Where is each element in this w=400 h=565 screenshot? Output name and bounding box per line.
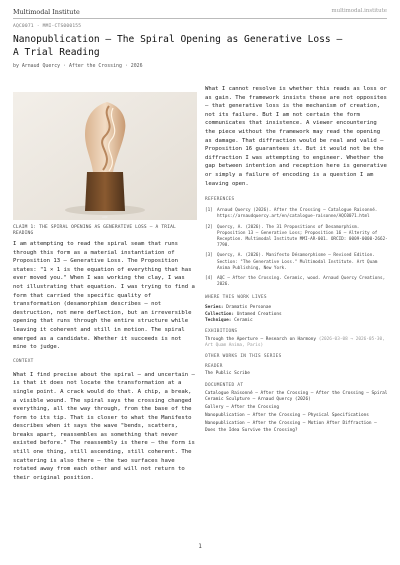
exhibition-dates: (2026-03-08 → 2026-05-30, Art Quam Anima, Paris) xyxy=(205,336,385,349)
page-title: Nanopublication — The Spiral Opening as Generative Loss — A Trial Reading xyxy=(13,34,343,58)
figure-caption: CLAIM 1: THE SPIRAL OPENING AS GENERATIVE LOSS — A TRIAL READING xyxy=(13,225,176,236)
reader-name[interactable]: The Public Scribe xyxy=(205,371,250,377)
documented-link[interactable]: Gallery — After the Crossing xyxy=(205,404,280,410)
document-ids: AQC0071 · MMI-CTS000155 xyxy=(13,24,82,29)
documented-link[interactable]: Nanopublication — After the Crossing — Physical Specifications xyxy=(205,413,369,419)
technique-row: Technique: Ceramic xyxy=(205,317,253,323)
collection-row: Collection: Untamed Creations xyxy=(205,311,282,317)
left-column xyxy=(13,240,197,482)
documented-list xyxy=(205,391,389,434)
reference-item[interactable]: [1] Arnaud Quercy (2026). After the Crossing — Catalogue Raisonné. https://arnaudquercy.art/en/catalogue-raisonne/AQC0071.html xyxy=(205,208,378,220)
paragraph-context: What I find precise about the spiral — and uncertain — is that it does not locate the transformation at a single point. A crack would do that. A chip, a break, a visible wound. The spiral says the crossing changed everything, all the way through, from the base of the form to its tip. That is closer to what the Manifesto describes when it says the wave "bends, scatters, breaks apart, reassembles as something that never existed before." The reassembly is there — the form is still one thing, still ascending, still coherent. The scattering is also there — the two surfaces have rotated away from each other and will not return to their original position. xyxy=(13,371,195,481)
reference-item[interactable]: [3] Quercy, A. (2026). Manifesto Désamorphisme — Revised Edition. Section: "The Generative Loss." Multimodal Institute. Art Quam Anima Publishing, New York. xyxy=(205,253,378,271)
page-header xyxy=(13,8,387,22)
work-metadata xyxy=(205,305,389,324)
paragraph-resolution: What I cannot resolve is whether this reads as loss or as gain. The framework insists these are not opposites — that generative loss is the mechanism of creation, not its failure. But I am not certain the form communicates that insistence. A viewer encountering the piece without the framework may read the opening as damage. That diffraction would be real and valid — Proposition 16 guarantees it. But it would not be the diffraction I was attempting to engineer. Whether the gap between intention and reception here is generative or simply a failure of encoding is a question I am leaving open. xyxy=(205,86,387,187)
institution-name: Multimodal Institute xyxy=(13,8,80,16)
right-column xyxy=(205,85,389,434)
header-divider xyxy=(13,18,387,19)
page-number: 1 xyxy=(198,543,202,550)
documented-heading: DOCUMENTED AT xyxy=(205,382,244,388)
reference-item[interactable]: [2] Quercy, A. (2026). The 31 Propositions of Desamorphism. Proposition 13 — Generative Loss; Proposition 16 — Alterity of Reception. Multimodal Institute MMI-AR-001. ORCID: 0009-0000-2662-7798. xyxy=(205,224,388,249)
byline: by Arnaud Quercy · After the Crossing · 2026 xyxy=(13,63,143,69)
exhibition-title[interactable]: Through the Aperture — Research on Harmony xyxy=(205,336,317,342)
sculpture-image xyxy=(13,92,197,220)
reader-heading: READER xyxy=(205,364,223,370)
sculpture-photo xyxy=(13,92,197,220)
paragraph-claim: I am attempting to read the spiral seam that runs through this form as a material instantiation of Proposition 13 — Generative Loss. The Proposition states: "1 × 1 is the equation of everything that has ever moved you." When I was working the clay, I was not illustrating that equation. I was trying to find a form that carried the specific quality of transformation (desamorphism describes — not destruction, not mere deflection, but an irreversible opening that runs through the entire structure while leaving it coherent and still in motion. The spiral emerged as a candidate. Whether it succeeds is not mine to judge. xyxy=(13,241,195,351)
svg-text:AQC: AQC xyxy=(102,216,108,219)
series-link[interactable]: Dramatis Personae xyxy=(226,305,272,311)
references-heading: REFERENCES xyxy=(205,197,235,203)
documented-link[interactable]: Catalogue Raisonné — After the Crossing — After the Crossing — Spiral Ceramic Sculpture — Arnaud Quercy (2026) xyxy=(205,390,388,402)
technique-link[interactable]: Ceramic xyxy=(234,317,253,323)
collection-link[interactable]: Untamed Creations xyxy=(236,311,282,317)
reference-item[interactable]: [4] AQC — After the Crossing. Ceramic, wood. Arnaud Quercy Creations, 2026. xyxy=(205,275,386,288)
exhibition-item[interactable] xyxy=(205,337,389,349)
context-heading: CONTEXT xyxy=(13,358,34,364)
documented-link[interactable]: Nanopublication — After the Crossing — Motion After Diffraction — Does the Idea Survive the Crossing? xyxy=(205,421,377,433)
exhibitions-heading: EXHIBITIONS xyxy=(205,328,238,334)
where-heading: WHERE THIS WORK LIVES xyxy=(205,295,267,301)
other-works-heading: OTHER WORKS IN THIS SERIES xyxy=(205,354,282,360)
site-link[interactable]: multimodal.institute xyxy=(331,8,387,14)
references-list xyxy=(205,208,389,288)
series-row: Series: Dramatis Personae xyxy=(205,305,272,311)
